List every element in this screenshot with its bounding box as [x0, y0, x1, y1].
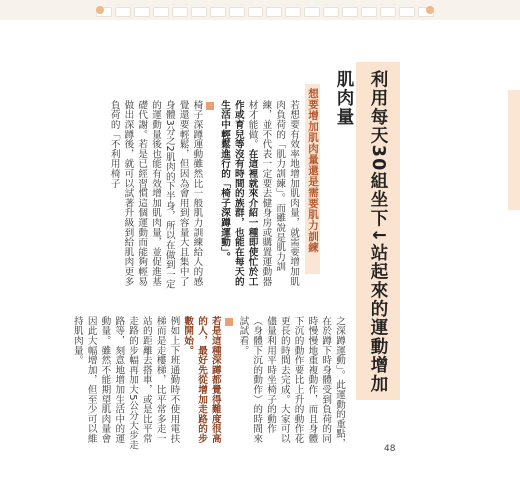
tab-index-strip: [96, 7, 434, 17]
tab-slot: [172, 7, 188, 17]
tab-slot: [399, 7, 415, 17]
tab-slot: [134, 7, 150, 17]
square-bullet-icon: [225, 318, 233, 326]
paragraph-text: 例如上下班通勤時不使用電扶梯而是走樓梯，比平常多走一站的距離去搭車，或是比平常走路的步幅再加大5公分大步走路等，刻意地增加生活中的運動量。雖然不能期望肌肉量會因此大幅增加，但至少可以維持肌肉量。: [71, 316, 180, 450]
upper-text-column: [108, 100, 300, 290]
page-title: 利用每天30組坐下↓站起來的運動增加肌肉量: [334, 70, 388, 394]
tab-slot: [210, 7, 226, 17]
tab-slot: [342, 7, 358, 17]
corner-dot-icon: [96, 6, 104, 14]
tab-slot: [191, 7, 207, 17]
tab-slot: [115, 7, 131, 17]
highlight-text: 若是這種深蹲都覺得難度很高的人，最好先從增加走路的步數開始。: [182, 316, 221, 444]
tab-slot: [229, 7, 245, 17]
side-edge-tab: [508, 90, 520, 210]
section-subtitle: 想要增加肌肉量還是需要肌力訓練: [307, 88, 319, 253]
lower-text-column: [71, 316, 346, 453]
corner-dot-icon: [426, 6, 434, 14]
tab-slot: [266, 7, 282, 17]
highlight-text: 在這裡就來介紹一種即使忙於工作或育兒等沒有時間的族群，也能在每天的生活中輕鬆進行的「椅子深蹲運動」。: [219, 100, 258, 287]
tab-slot: [361, 7, 377, 17]
paragraph-text: 椅子深蹲運動雖然比一般肌力訓練給人的感覺還要輕鬆，但因為會用到容量大且集中了身體3分之2肌肉的下半身，所以在做到一定的運動量後也能有效增加肌肉量，並促進基礎代謝。若是已經習慣這個運動而能夠輕易做出深蹲後，就可以試著升級到給肌肉更多負荷的「不利用椅子: [108, 100, 203, 290]
paragraph-text: 之深蹲運動」。此運動的重點，在於蹲下時身體受到負荷的同時慢慢地重複動作，而且身體下沉的動作要比上升的動作花更長的時間去完成。大家可以儘量利用平時坐椅子的動作（身體下沉的動作）的時間來試試看。: [237, 316, 345, 449]
tab-slot: [304, 7, 320, 17]
page-number: 48: [384, 444, 396, 454]
tab-slot: [380, 7, 396, 17]
tab-slot: [285, 7, 301, 17]
tab-slot: [323, 7, 339, 17]
tab-slot: [153, 7, 169, 17]
tab-slot: [248, 7, 264, 17]
square-bullet-icon: [206, 102, 214, 110]
paragraph-text: 若想要有效率地增加肌肉量，就需要增加肌肉負荷的「肌力訓練」。而雖說是肌力訓練，並不代表一定要去健身房或購置運動器材才能做。: [246, 100, 299, 287]
